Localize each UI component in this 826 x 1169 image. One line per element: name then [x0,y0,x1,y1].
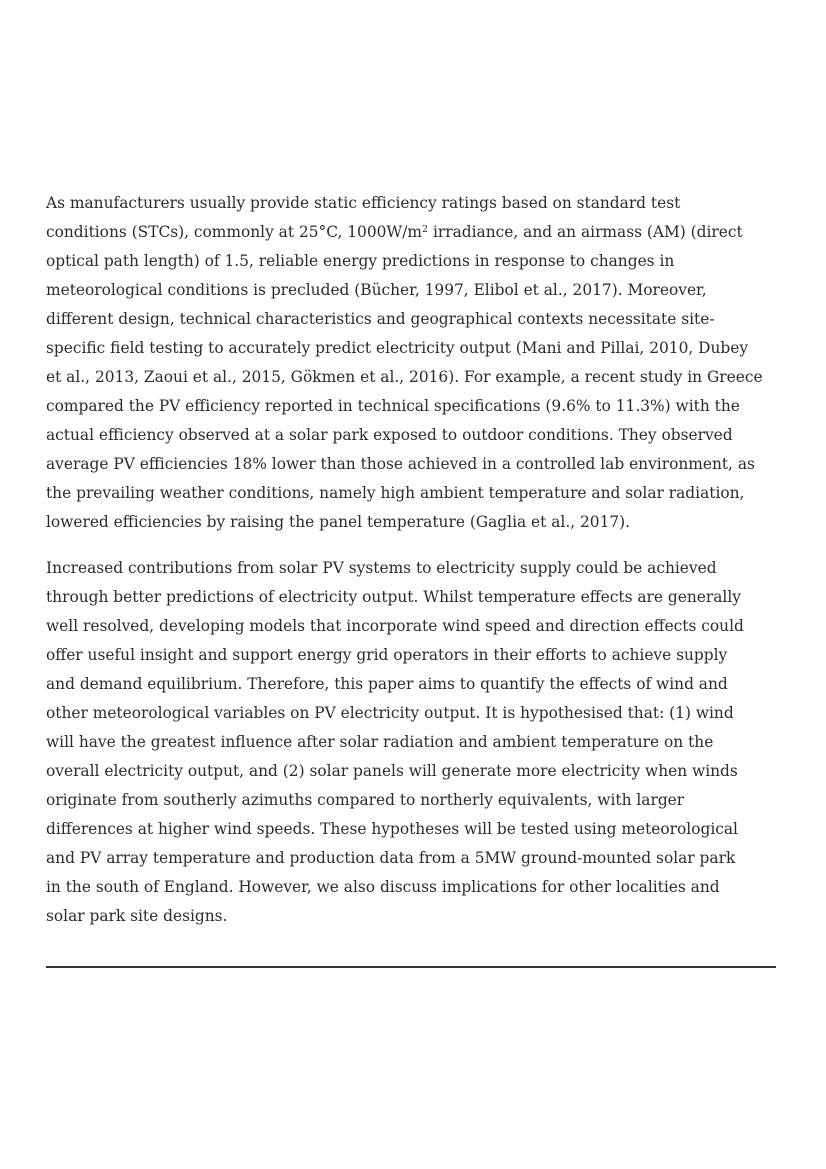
text-line: optical path length) of 1.5, reliable energy predictions in response to changes in [46,252,675,270]
superscript: 2 [422,223,429,235]
text-line: originate from southerly azimuths compared to northerly equivalents, with larger [46,791,685,809]
text-line: specific field testing to accurately predict electricity output (Mani and Pillai, 2010, Dubey [46,339,749,357]
text-line: other meteorological variables on PV electricity output. It is hypothesised that: (1) wind [46,704,734,722]
section-divider [46,966,776,968]
text-segment: irradiance, and an airmass (AM) (direct [428,223,743,241]
body-text [46,189,778,931]
text-line: actual efficiency observed at a solar park exposed to outdoor conditions. They observed [46,426,733,444]
text-line: lowered efficiencies by raising the panel temperature (Gaglia et al., 2017). [46,513,631,531]
text-line: solar park site designs. [46,907,228,925]
text-line: different design, technical characteristics and geographical contexts necessitate site- [46,310,715,328]
text-segment: conditions (STCs), commonly at 25°C, 1000W/m [46,223,422,241]
text-line: meteorological conditions is precluded (Bücher, 1997, Elibol et al., 2017). Moreover, [46,281,707,299]
text-line: and PV array temperature and production data from a 5MW ground-mounted solar park [46,849,736,867]
text-line: Increased contributions from solar PV systems to electricity supply could be achieved [46,559,717,577]
text-line: differences at higher wind speeds. These hypotheses will be tested using meteorological [46,820,738,838]
text-line: compared the PV efficiency reported in technical specifications (9.6% to 11.3%) with the [46,397,740,415]
text-line: et al., 2013, Zaoui et al., 2015, Gökmen et al., 2016). For example, a recent study in Greece [46,368,763,386]
text-line: average PV efficiencies 18% lower than those achieved in a controlled lab environment, as [46,455,755,473]
text-line: overall electricity output, and (2) solar panels will generate more electricity when winds [46,762,738,780]
text-line: in the south of England. However, we also discuss implications for other localities and [46,878,720,896]
text-line: will have the greatest influence after solar radiation and ambient temperature on the [46,733,714,751]
text-line: through better predictions of electricity output. Whilst temperature effects are generally [46,588,741,606]
text-line: the prevailing weather conditions, namely high ambient temperature and solar radiation, [46,484,745,502]
paragraph-1 [46,189,778,537]
text-line: As manufacturers usually provide static efficiency ratings based on standard test [46,194,681,212]
text-line: and demand equilibrium. Therefore, this paper aims to quantify the effects of wind and [46,675,728,693]
paragraph-2 [46,554,778,931]
text-line [46,218,778,247]
text-line: well resolved, developing models that incorporate wind speed and direction effects could [46,617,744,635]
text-line: offer useful insight and support energy grid operators in their efforts to achieve supply [46,646,728,664]
